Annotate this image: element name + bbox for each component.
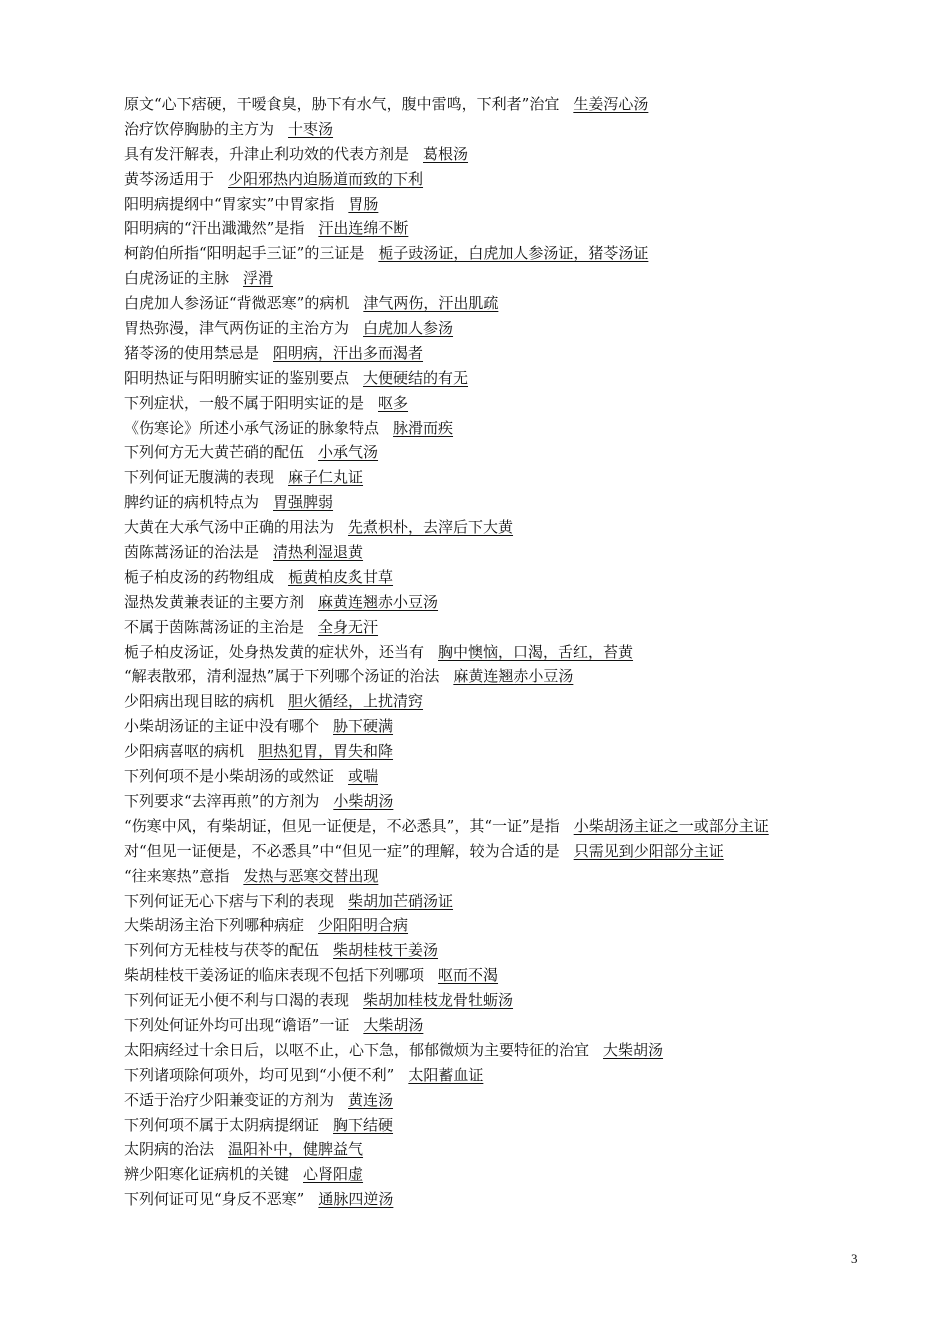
question-text: 胃热弥漫，津气两伤证的主治方为 xyxy=(124,319,350,338)
question-text: 大柴胡汤主治下列哪种病症 xyxy=(124,916,305,935)
answer-text: 生姜泻心汤 xyxy=(573,95,649,113)
qa-line xyxy=(124,241,864,266)
question-text: 下列处何证外均可出现“谵语”一证 xyxy=(124,1015,350,1034)
answer-text: 心肾阳虚 xyxy=(303,1165,364,1184)
question-answer-list xyxy=(124,92,864,1212)
qa-line xyxy=(124,864,864,889)
question-text: 《伤寒论》所述小承气汤证的脉象特点 xyxy=(124,418,380,437)
page-number: 3 xyxy=(851,1251,858,1266)
answer-text: 小柴胡汤主证之一或部分主证 xyxy=(573,816,769,835)
answer-text: 呕多 xyxy=(378,393,409,412)
qa-line xyxy=(124,1038,864,1063)
qa-line xyxy=(124,142,864,167)
answer-text: 阳明病，汗出多而渴者 xyxy=(273,343,424,362)
question-text: “往来寒热”意指 xyxy=(124,866,230,885)
question-text: 下列何证无腹满的表现 xyxy=(124,468,275,487)
answer-text: 只需见到少阳部分主证 xyxy=(573,841,724,860)
qa-line xyxy=(124,814,864,839)
qa-line xyxy=(124,192,864,217)
qa-line xyxy=(124,1113,864,1138)
answer-text: 胁下硬满 xyxy=(333,717,394,736)
qa-line xyxy=(124,465,864,490)
qa-line xyxy=(124,764,864,789)
answer-text: 太阳蓄血证 xyxy=(408,1065,484,1084)
qa-line xyxy=(124,615,864,640)
qa-line xyxy=(124,789,864,814)
answer-text: 大柴胡汤 xyxy=(363,1015,424,1034)
qa-line xyxy=(124,689,864,714)
answer-text: 白虎加人参汤 xyxy=(363,319,454,338)
question-text: 少阳病喜呕的病机 xyxy=(124,742,245,761)
question-text: 下列何证可见“身反不恶寒” xyxy=(124,1190,305,1209)
qa-line xyxy=(124,92,864,117)
question-text: 阳明热证与阳明腑实证的鉴别要点 xyxy=(124,368,350,387)
qa-line xyxy=(124,1137,864,1162)
answer-text: 少阳邪热内迫肠道而致的下利 xyxy=(228,169,424,188)
qa-line xyxy=(124,440,864,465)
qa-line xyxy=(124,1162,864,1187)
question-text: 栀子柏皮汤证，处身热发黄的症状外，还当有 xyxy=(124,642,425,661)
answer-text: 胸下结硬 xyxy=(333,1115,394,1134)
question-text: “解表散邪，清利湿热”属于下列哪个汤证的治法 xyxy=(124,667,440,686)
answer-text: 清热利湿退黄 xyxy=(273,543,364,562)
answer-text: 少阳阳明合病 xyxy=(318,916,409,935)
question-text: 白虎汤证的主脉 xyxy=(124,269,230,288)
question-text: 下列何项不属于太阴病提纲证 xyxy=(124,1115,320,1134)
qa-line xyxy=(124,739,864,764)
question-text: “伤寒中风，有柴胡证，但见一证便是，不必悉具”，其“一证”是指 xyxy=(124,816,560,835)
answer-text: 柴胡加桂枝龙骨牡蛎汤 xyxy=(363,991,514,1010)
question-text: 下列症状，一般不属于阳明实证的是 xyxy=(124,393,365,412)
question-text: 阳明病的“汗出濈濈然”是指 xyxy=(124,219,305,238)
qa-line xyxy=(124,1013,864,1038)
answer-text: 胸中懊恼，口渴，舌红，苔黄 xyxy=(438,642,634,661)
answer-text: 或喘 xyxy=(348,767,379,786)
question-text: 下列何方无桂枝与茯苓的配伍 xyxy=(124,941,320,960)
qa-line xyxy=(124,416,864,441)
answer-text: 大便硬结的有无 xyxy=(363,368,469,387)
question-text: 柯韵伯所指“阳明起手三证”的三证是 xyxy=(124,244,365,263)
qa-line xyxy=(124,590,864,615)
answer-text: 栀子豉汤证，白虎加人参汤证，猪苓汤证 xyxy=(378,244,649,263)
answer-text: 胆热犯胃，胃失和降 xyxy=(258,742,394,761)
answer-text: 小柴胡汤 xyxy=(333,791,394,810)
qa-line xyxy=(124,714,864,739)
answer-text: 温阳补中，健脾益气 xyxy=(228,1140,364,1159)
qa-line xyxy=(124,565,864,590)
question-text: 太阳病经过十余日后，以呕不止，心下急，郁郁微烦为主要特征的治宜 xyxy=(124,1040,590,1059)
question-text: 猪苓汤的使用禁忌是 xyxy=(124,343,260,362)
answer-text: 小承气汤 xyxy=(318,443,379,462)
question-text: 治疗饮停胸胁的主方为 xyxy=(124,119,275,138)
qa-line xyxy=(124,366,864,391)
question-text: 湿热发黄兼表证的主要方剂 xyxy=(124,592,305,611)
question-text: 具有发汗解表，升津止利功效的代表方剂是 xyxy=(124,144,410,163)
qa-line xyxy=(124,1088,864,1113)
question-text: 不属于茵陈蒿汤证的主治是 xyxy=(124,617,305,636)
qa-line xyxy=(124,341,864,366)
question-text: 下列何证无心下痞与下利的表现 xyxy=(124,891,335,910)
question-text: 茵陈蒿汤证的治法是 xyxy=(124,543,260,562)
answer-text: 胆火循经，上扰清窍 xyxy=(288,692,424,711)
answer-text: 脉滑而疾 xyxy=(393,418,454,437)
question-text: 黄芩汤适用于 xyxy=(124,169,215,188)
answer-text: 十枣汤 xyxy=(288,119,334,138)
qa-line xyxy=(124,889,864,914)
qa-line xyxy=(124,540,864,565)
answer-text: 先煮枳朴，去滓后下大黄 xyxy=(348,518,514,537)
answer-text: 汗出连绵不断 xyxy=(318,219,409,238)
qa-line xyxy=(124,490,864,515)
question-text: 小柴胡汤证的主证中没有哪个 xyxy=(124,717,320,736)
qa-line xyxy=(124,640,864,665)
qa-line xyxy=(124,515,864,540)
question-text: 阳明病提纲中“胃家实”中胃家指 xyxy=(124,194,335,213)
qa-line xyxy=(124,839,864,864)
question-text: 下列何证无小便不利与口渴的表现 xyxy=(124,991,350,1010)
qa-line xyxy=(124,291,864,316)
qa-line xyxy=(124,664,864,689)
answer-text: 葛根汤 xyxy=(423,144,469,163)
question-text: 柴胡桂枝干姜汤证的临床表现不包括下列哪项 xyxy=(124,966,425,985)
qa-line xyxy=(124,266,864,291)
qa-line xyxy=(124,391,864,416)
qa-line xyxy=(124,167,864,192)
question-text: 下列诸项除何项外，均可见到“小便不利” xyxy=(124,1065,395,1084)
qa-line xyxy=(124,963,864,988)
question-text: 白虎加人参汤证“背微恶寒”的病机 xyxy=(124,294,350,313)
question-text: 脾约证的病机特点为 xyxy=(124,493,260,512)
answer-text: 通脉四逆汤 xyxy=(318,1190,394,1209)
question-text: 少阳病出现目眩的病机 xyxy=(124,692,275,711)
answer-text: 呕而不渴 xyxy=(438,966,499,985)
answer-text: 柴胡桂枝干姜汤 xyxy=(333,941,439,960)
qa-line xyxy=(124,1187,864,1212)
qa-line xyxy=(124,1063,864,1088)
answer-text: 大柴胡汤 xyxy=(603,1040,664,1059)
answer-text: 栀黄柏皮炙甘草 xyxy=(288,567,394,586)
question-text: 原文“心下痞硬，干嗳食臭，胁下有水气，腹中雷鸣，下利者”治宜 xyxy=(124,95,560,113)
answer-text: 胃强脾弱 xyxy=(273,493,334,512)
answer-text: 胃肠 xyxy=(348,194,379,213)
question-text: 下列何项不是小柴胡汤的或然证 xyxy=(124,767,335,786)
question-text: 大黄在大承气汤中正确的用法为 xyxy=(124,518,335,537)
answer-text: 津气两伤，汗出肌疏 xyxy=(363,294,499,313)
question-text: 辨少阳寒化证病机的关键 xyxy=(124,1165,290,1184)
answer-text: 麻黄连翘赤小豆汤 xyxy=(318,592,439,611)
qa-line xyxy=(124,988,864,1013)
question-text: 对“但见一证便是，不必悉具”中“但见一症”的理解，较为合适的是 xyxy=(124,841,560,860)
answer-text: 麻黄连翘赤小豆汤 xyxy=(453,667,574,686)
answer-text: 麻子仁丸证 xyxy=(288,468,364,487)
qa-line xyxy=(124,216,864,241)
answer-text: 发热与恶寒交替出现 xyxy=(243,866,379,885)
answer-text: 柴胡加芒硝汤证 xyxy=(348,891,454,910)
qa-line xyxy=(124,938,864,963)
question-text: 下列何方无大黄芒硝的配伍 xyxy=(124,443,305,462)
question-text: 太阴病的治法 xyxy=(124,1140,215,1159)
qa-line xyxy=(124,913,864,938)
qa-line xyxy=(124,117,864,142)
qa-line xyxy=(124,316,864,341)
answer-text: 黄连汤 xyxy=(348,1090,394,1109)
question-text: 栀子柏皮汤的药物组成 xyxy=(124,567,275,586)
question-text: 不适于治疗少阳兼变证的方剂为 xyxy=(124,1090,335,1109)
answer-text: 浮滑 xyxy=(243,269,274,288)
answer-text: 全身无汗 xyxy=(318,617,379,636)
question-text: 下列要求“去滓再煎”的方剂为 xyxy=(124,791,320,810)
